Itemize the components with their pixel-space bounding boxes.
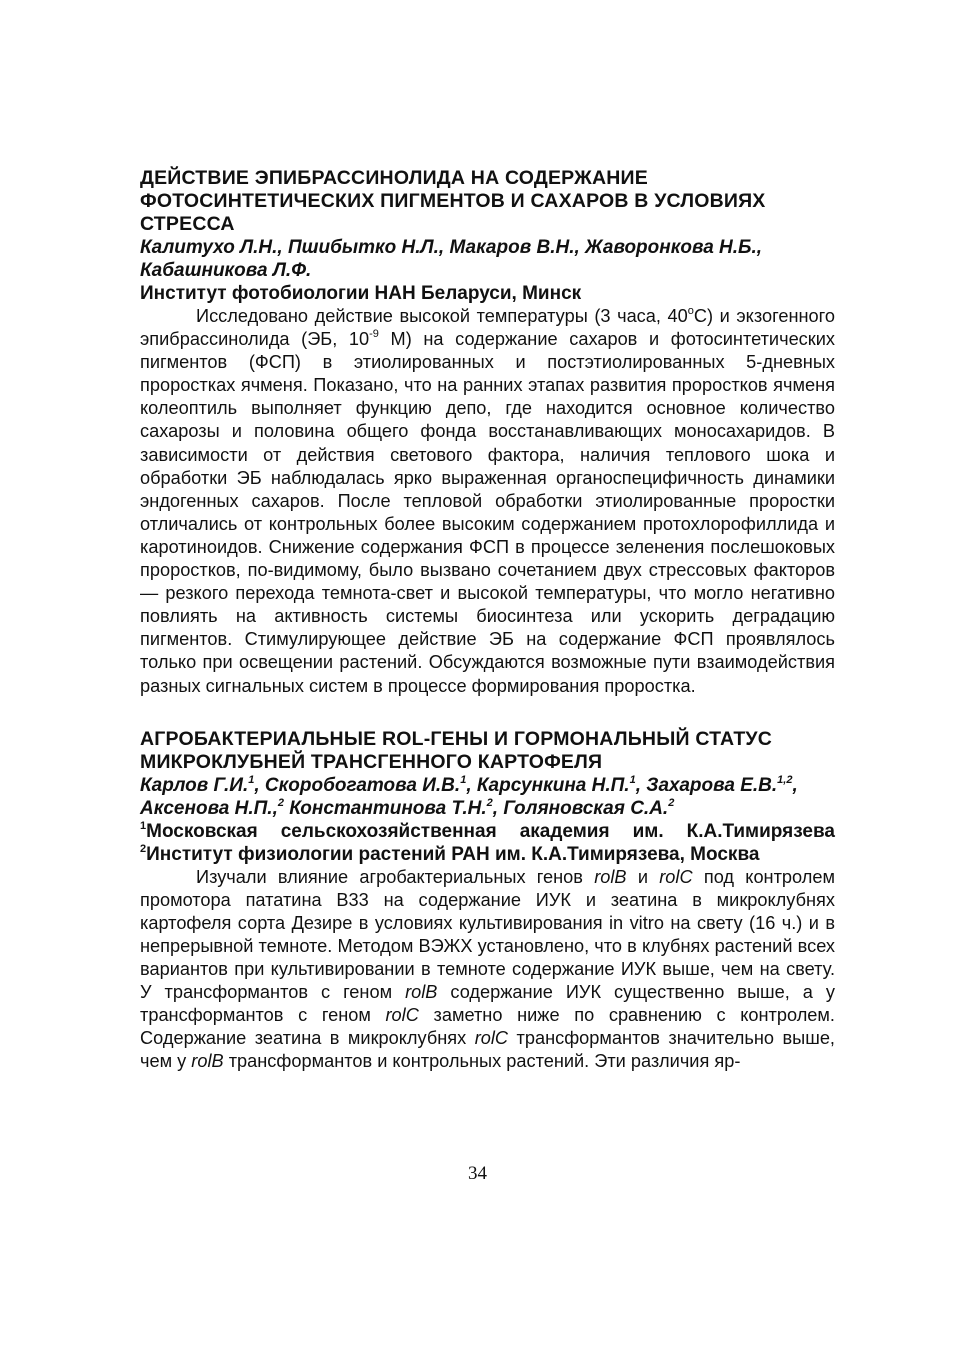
article-2-authors: Карлов Г.И.$^1$, Скоробогатова И.В.$^1$, Карсункина Н.П.$^1$, Захарова Е.В.$^{1,2}$, Аксенова Н.П.,$^2$ Константинова Т.Н.$^2$, Голяновская С.А.$^2$ — [140, 773, 798, 819]
article-2-abstract: Изучали влияние агробактериальных генов rolB и rolC под контролем промотора пататина В33 на содержание ИУК и зеатина в микроклубнях картофеля сорта Дезире в условиях культивирования in vitro на свету (16 ч.) и в непрерывной темноте. Методом ВЭЖХ установлено, что в клубнях растений всех вариантов при культивировании в темноте содержание ИУК выше, чем на свету. У трансформантов с геном rolB содержание ИУК существенно выше, а у трансформантов с геном rolC заметно ниже по сравнению с контролем. Содержание зеатина в микроклубнях rolC трансформантов значительно выше, чем у rolB трансформантов и контрольных растений. Эти различия яр- — [140, 866, 835, 1072]
article-1-abstract: Исследовано действие высокой температуры (3 часа, 40$^o$С) и экзогенного эпибрассинолида (ЭБ, $10^{-9}$ М) на содержание сахаров и фотосинтетических пигментов (ФСП) в этиолированных и постэтиолированных 5-дневных проростках ячменя. Показано, что на ранних этапах развития проростков ячменя колеоптиль выполняет функцию депо, где находится основное количество сахарозы и половина общего фонда восстанавливающих моносахаридов. В зависимости от действия светового фактора, наличия теплового шока и обработки ЭБ наблюдалась ярко выраженная органоспецифичность динамики эндогенных сахаров. После тепловой обработки этиолированные проростки отличались от контрольных более высоким содержанием протохлорофиллида и каротиноидов. Снижение содержания ФСП в процессе зеленения послешоковых проростков, по-видимому, было вызвано сочетанием двух стрессовых факторов — резкого перехода темнота-свет и высокой температуры, что могло негативно повлиять на активность системы биосинтеза или ускорить деградацию пигментов. Стимулирующее действие ЭБ на содержание ФСП проявлялось только при освещении растений. Обсуждаются возможные пути взаимодействия разных сигнальных систем в процессе формирования проростка. — [140, 305, 835, 696]
article-2-affiliation-1: $^1$Московская сельскохозяйственная академия им. К.А.Тимирязева — [140, 819, 835, 842]
page-number: 34 — [468, 1163, 487, 1184]
page-content — [140, 167, 835, 1073]
article-2-affiliation-2: $^2$Институт физиологии растений РАН им. К.А.Тимирязева, Москва — [140, 842, 760, 865]
article-2 — [140, 728, 835, 1074]
article-2-title: АГРОБАКТЕРИАЛЬНЫЕ ROL-ГЕНЫ И ГОРМОНАЛЬНЫЙ СТАТУС МИКРОКЛУБНЕЙ ТРАНСГЕННОГО КАРТОФЕЛЯ — [140, 727, 773, 773]
article-1-authors: Калитухо Л.Н., Пшибытко Н.Л., Макаров В.Н., Жаворонкова Н.Б., Кабашникова Л.Ф. — [140, 237, 763, 281]
article-1-title: ДЕЙСТВИЕ ЭПИБРАССИНОЛИДА НА СОДЕРЖАНИЕ ФОТОСИНТЕТИЧЕСКИХ ПИГМЕНТОВ И САХАРОВ В УСЛОВИЯХ СТРЕССА — [140, 167, 766, 235]
article-1-affiliation: Институт фотобиологии НАН Беларуси, Минск — [140, 283, 582, 304]
article-1 — [140, 167, 835, 698]
